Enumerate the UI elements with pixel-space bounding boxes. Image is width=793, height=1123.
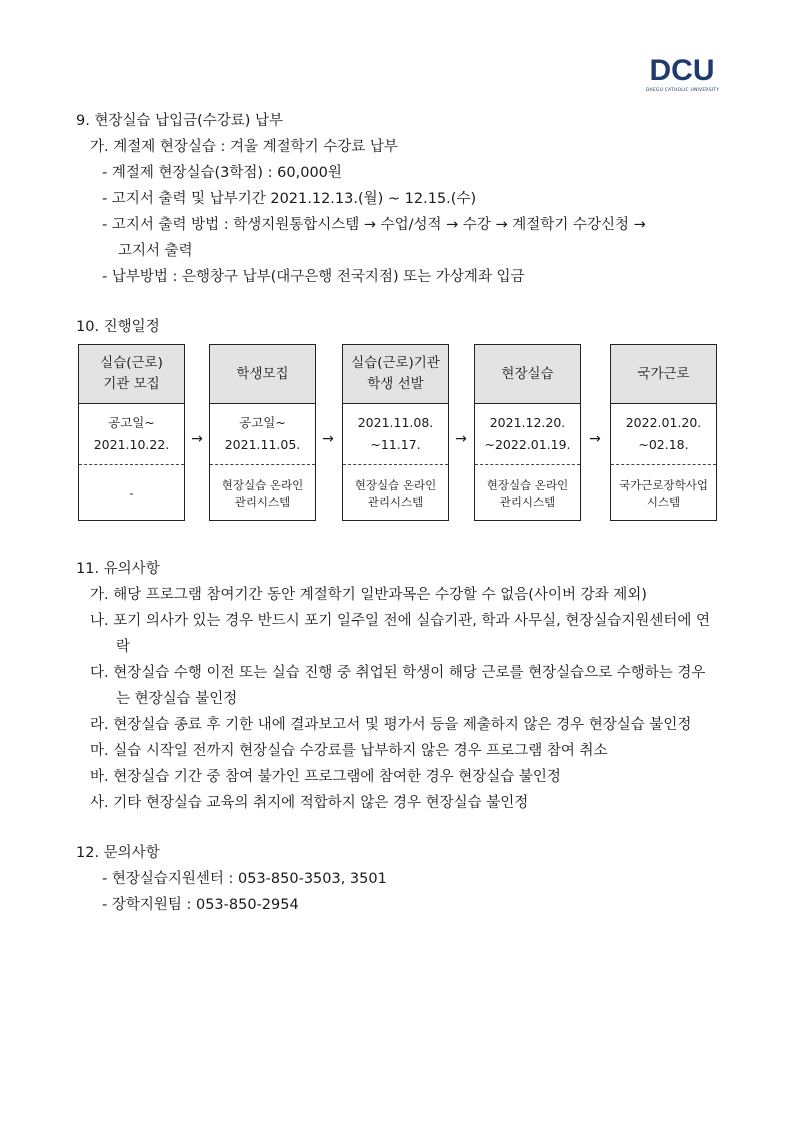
step-period: 공고일~ 2021.11.05. [210,404,315,465]
contact-item: - 장학지원팀 : 053-850-2954 [102,897,299,913]
step-period: 2022.01.20. ~02.18. [611,404,716,465]
arrow-icon: → [191,431,203,447]
section-11 [76,556,718,816]
arrow-icon: → [322,431,334,447]
section-9-item: - 고지서 출력 및 납부기간 2021.12.13.(월) ~ 12.15.(수) [102,191,477,207]
step-period: 2021.11.08. ~11.17. [343,404,448,465]
step-system: 현장실습 온라인 관리시스템 [354,477,437,509]
university-logo [646,56,718,93]
contact-item: - 현장실습지원센터 : 053-850-3503, 3501 [102,871,387,887]
section-10-title: 10. 진행일정 [76,319,160,335]
section-9 [76,108,718,290]
step-title: 학생모집 [210,345,315,404]
notice-item: 다. 현장실습 수행 이전 또는 실습 진행 중 취업된 학생이 해당 근로를 현장실습으로 수행하는 경우는 현장실습 불인정 [90,665,706,707]
step-title: 국가근로 [611,345,716,404]
step-title: 실습(근로)기관 학생 선발 [343,345,448,404]
step-system: 현장실습 온라인 관리시스템 [221,477,304,509]
notice-item: 사. 기타 현장실습 교육의 취지에 적합하지 않은 경우 현장실습 불인정 [90,795,529,811]
section-12 [76,840,718,918]
schedule-step [78,344,185,521]
schedule-flow [76,344,718,524]
logo-mark: DCU [649,54,715,87]
notice-item: 라. 현장실습 종료 후 기한 내에 결과보고서 및 평가서 등을 제출하지 않은 경우 현장실습 불인정 [90,717,692,733]
document-body [76,108,718,918]
section-9-ga: 가. 계절제 현장실습 : 겨울 계절학기 수강료 납부 [90,139,398,155]
step-title: 실습(근로) 기관 모집 [79,345,184,404]
notice-item: 가. 해당 프로그램 참여기간 동안 계절학기 일반과목은 수강할 수 없음(사이버 강좌 제외) [90,587,647,603]
section-10 [76,314,718,524]
step-title: 현장실습 [475,345,580,404]
schedule-step [209,344,316,521]
step-system: 국가근로장학사업 시스템 [619,477,708,509]
step-system: 현장실습 온라인 관리시스템 [486,477,569,509]
arrow-icon: → [589,431,601,447]
schedule-step [610,344,717,521]
step-period: 2021.12.20. ~2022.01.19. [475,404,580,465]
section-11-title: 11. 유의사항 [76,561,160,577]
schedule-step [474,344,581,521]
logo-subtitle: DAEGU CATHOLIC UNIVERSITY [646,88,720,93]
section-9-title: 9. 현장실습 납입금(수강료) 납부 [76,113,284,129]
arrow-icon: → [455,431,467,447]
schedule-step [342,344,449,521]
notice-item: 마. 실습 시작일 전까지 현장실습 수강료를 납부하지 않은 경우 프로그램 참여 취소 [90,743,608,759]
section-9-item: - 계절제 현장실습(3학점) : 60,000원 [102,165,342,181]
step-system: - [129,486,134,500]
step-period: 공고일~ 2021.10.22. [79,404,184,465]
section-9-item-continued: 고지서 출력 [118,243,193,259]
section-9-item: - 납부방법 : 은행창구 납부(대구은행 전국지점) 또는 가상계좌 입금 [102,269,525,285]
section-9-item: - 고지서 출력 방법 : 학생지원통합시스템 → 수업/성적 → 수강 → 계절학기 수강신청 → [102,217,646,233]
notice-item: 바. 현장실습 기간 중 참여 불가인 프로그램에 참여한 경우 현장실습 불인정 [90,769,561,785]
section-12-title: 12. 문의사항 [76,845,160,861]
notice-item: 나. 포기 의사가 있는 경우 반드시 포기 일주일 전에 실습기관, 학과 사무실, 현장실습지원센터에 연락 [90,613,711,655]
